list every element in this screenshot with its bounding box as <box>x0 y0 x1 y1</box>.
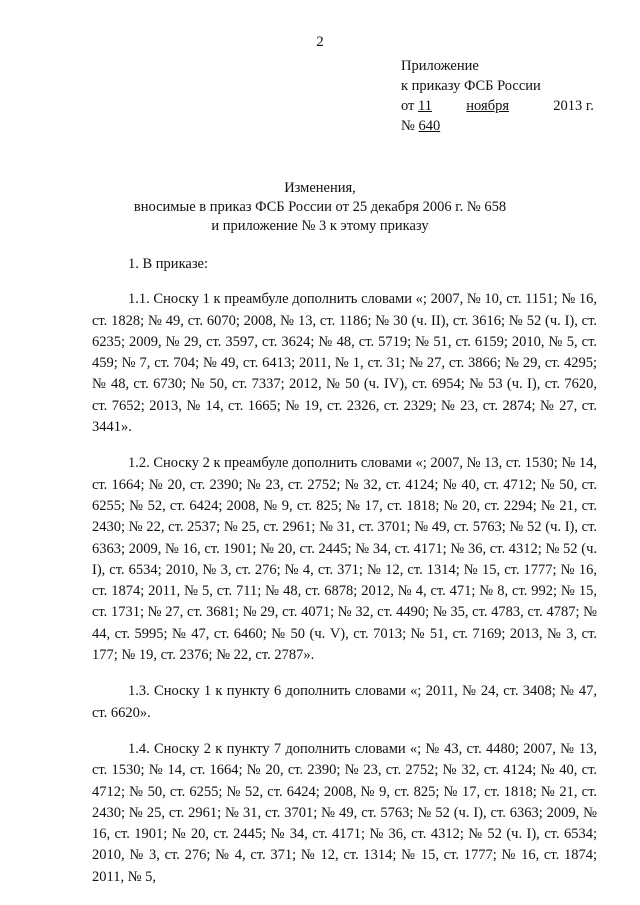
appendix-header <box>401 56 601 136</box>
title-line-3: и приложение № 3 к этому приказу <box>211 218 429 234</box>
number-prefix: № <box>401 118 415 134</box>
page-number: 2 <box>316 34 324 50</box>
paragraph-1-2: 1.2. Сноску 2 к преамбуле дополнить словами «; 2007, № 13, ст. 1530; № 14, ст. 1664; № 20, ст. 2390; № 23, ст. 2752; № 32, ст. 4124; № 40, ст. 4712; № 50, ст. 6255; № 52, ст. 6424; 2008, № 9, ст. 825; № 17, ст. 1818; № 20, ст. 2294; № 21, ст. 2430; № 22, ст. 2537; № 25, ст. 2961; № 31, ст. 3701; № 49, ст. 5763; № 52 (ч. I), ст. 6363; 2009, № 16, ст. 1901; № 20, ст. 2445; № 34, ст. 4171; № 36, ст. 4312; № 52 (ч. I), ст. 6534; 2010, № 3, ст. 276; № 4, ст. 371; № 12, ст. 1314; № 15, ст. 1777; № 16, ст. 1874; 2011, № 5, ст. 711; № 48, ст. 6878; 2012, № 4, ст. 471; № 8, ст. 992; № 15, ст. 1731; № 27, ст. 3681; № 29, ст. 4071; № 32, ст. 4490; № 35, ст. 4783, ст. 4787; № 44, ст. 5995; № 47, ст. 6460; № 50 (ч. V), ст. 7013; № 51, ст. 7169; 2013, № 3, ст. 177; № 19, ст. 2376; № 22, ст. 2787». <box>92 455 597 664</box>
date-day: 11 <box>418 98 432 114</box>
document-title <box>120 179 520 236</box>
paragraph-1-1: 1.1. Сноску 1 к преамбуле дополнить словами «; 2007, № 10, ст. 1151; № 16, ст. 1828; № 49, ст. 6070; 2008, № 13, ст. 1186; № 30 (ч. II), ст. 3616; № 52 (ч. I), ст. 6235; 2009, № 29, ст. 3597, ст. 3624; № 48, ст. 5719; № 51, ст. 6159; 2010, № 5, ст. 459; № 7, ст. 704; № 49, ст. 6413; 2011, № 1, ст. 31; № 27, ст. 3866; № 29, ст. 4295; № 48, ст. 6730; № 50, ст. 7337; 2012, № 50 (ч. IV), ст. 6954; № 53 (ч. I), ст. 7620, ст. 7652; 2013, № 14, ст. 1665; № 19, ст. 2326, ст. 2329; № 23, ст. 2874; № 27, ст. 3441». <box>92 291 597 436</box>
appendix-title: Приложение <box>401 58 479 74</box>
appendix-date-line <box>401 96 601 116</box>
date-prefix: от <box>401 98 415 114</box>
paragraph-1-3: 1.3. Сноску 1 к пункту 6 дополнить словами «; 2011, № 24, ст. 3408; № 47, ст. 6620». <box>92 683 597 721</box>
date-year: 2013 г. <box>553 98 594 114</box>
section-intro: 1. В приказе: <box>128 256 209 272</box>
title-line-1: Изменения, <box>284 180 356 196</box>
date-month: ноября <box>466 98 509 114</box>
title-line-2: вносимые в приказ ФСБ России от 25 декабря 2006 г. № 658 <box>133 199 507 215</box>
appendix-number-line <box>401 116 601 136</box>
appendix-order-reference: к приказу ФСБ России <box>401 78 541 94</box>
paragraph-1-4: 1.4. Сноску 2 к пункту 7 дополнить словами «; № 43, ст. 4480; 2007, № 13, ст. 1530; № 14, ст. 1664; № 20, ст. 2390; № 23, ст. 2752; № 32, ст. 4124; № 40, ст. 4712; № 50, ст. 6255; № 52, ст. 6424; 2008, № 9, ст. 825; № 17, ст. 1818; № 21, ст. 2430; № 25, ст. 2961; № 31, ст. 3701; № 49, ст. 5763; № 52 (ч. I), ст. 6363; 2009, № 16, ст. 1901; № 20, ст. 2445; № 34, ст. 4171; № 36, ст. 4312; № 52 (ч. I), ст. 6534; 2010, № 3, ст. 276; № 4, ст. 371; № 12, ст. 1314; № 15, ст. 1777; № 16, ст. 1874; 2011, № 5, <box>92 740 597 885</box>
document-number: 640 <box>418 118 441 134</box>
document-body <box>92 254 597 903</box>
